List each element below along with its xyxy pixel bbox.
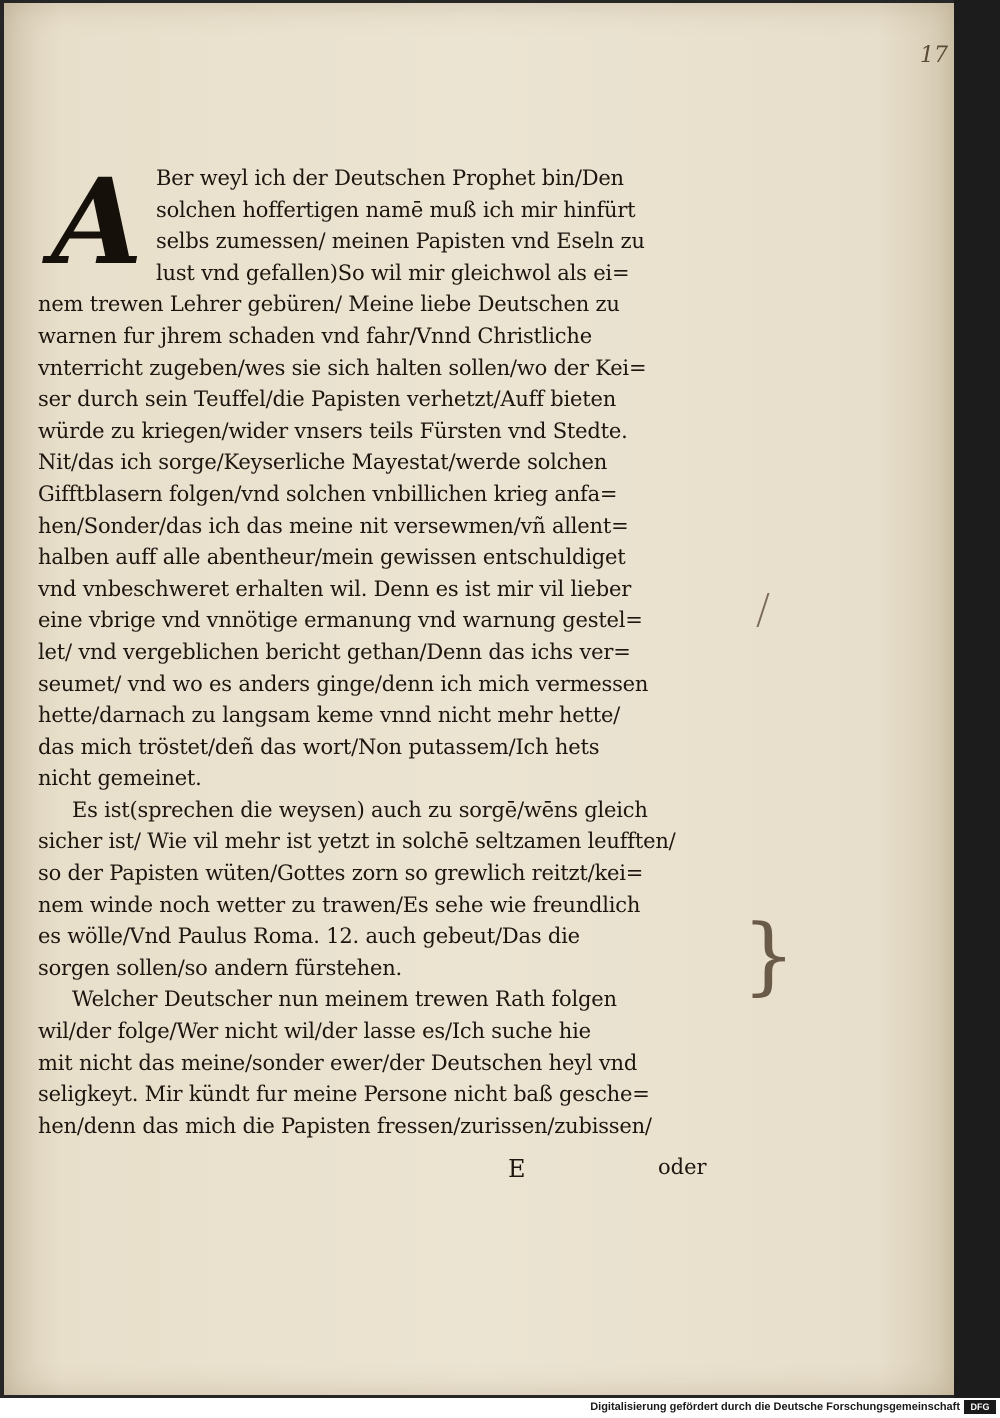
text-line: selbs zumessen/ meinen Papisten vnd Eseln zu (156, 229, 645, 254)
text-line: Es ist(sprechen die weysen) auch zu sorgē/wēns gleich (72, 797, 648, 822)
funding-credit: Digitalisierung gefördert durch die Deutsche Forschungsgemeinschaft (590, 1401, 960, 1413)
text-line: lust vnd gefallen)So wil mir gleichwol als ei= (156, 260, 630, 285)
text-line: hette/darnach zu langsam keme vnnd nicht mehr hette/ (38, 703, 621, 728)
text-line: vnd vnbeschweret erhalten wil. Denn es ist mir vil lieber (38, 576, 632, 601)
text-line: Nit/das ich sorge/Keyserliche Mayestat/werde solchen (38, 450, 608, 475)
text-line: es wölle/Vnd Paulus Roma. 12. auch gebeut/Das die (38, 924, 580, 949)
text-line: wil/der folge/Wer nicht wil/der lasse es/Ich suche hie (38, 1019, 591, 1044)
text-line: sicher ist/ Wie vil mehr ist yetzt in solchē seltzamen leufften/ (38, 829, 676, 854)
text-line: Ber weyl ich der Deutschen Prophet bin/Den (156, 166, 624, 190)
text-line: vnterricht zugeben/wes sie sich halten sollen/wo der Kei= (38, 355, 647, 380)
text-line: mit nicht das meine/sonder ewer/der Deutschen heyl vnd (38, 1050, 638, 1075)
margin-brace: } (742, 906, 796, 1004)
text-line: hen/denn das mich die Papisten fressen/zurissen/zubissen/ (38, 1113, 652, 1138)
text-line: hen/Sonder/das ich das meine nit versewmen/vñ allent= (38, 513, 629, 538)
text-line: ser durch sein Teuffel/die Papisten verhetzt/Auff bieten (38, 387, 617, 412)
book-page (4, 3, 954, 1395)
text-line: solchen hoffertigen namē muß ich mir hinfürt (156, 197, 636, 222)
text-line: seumet/ vnd wo es anders ginge/denn ich mich vermessen (38, 671, 649, 696)
margin-mark (746, 593, 769, 627)
text-line: halben auff alle abentheur/mein gewissen entschuldiget (38, 545, 626, 570)
catchword: oder (658, 1155, 707, 1179)
decorated-initial: A (51, 152, 143, 291)
text-line: Welcher Deutscher nun meinem trewen Rath folgen (72, 987, 617, 1012)
text-line: Gifftblasern folgen/vnd solchen vnbillichen krieg anfa= (38, 481, 618, 506)
text-line: nem trewen Lehrer gebüren/ Meine liebe Deutschen zu (38, 292, 620, 317)
text-line: nem winde noch wetter zu trawen/Es sehe wie freundlich (38, 892, 641, 917)
text-block (38, 152, 738, 1142)
signature-mark: E (508, 1155, 526, 1183)
catchword-row (38, 1155, 738, 1189)
folio-number: 17 (920, 43, 948, 68)
text-line: würde zu kriegen/wider vnsers teils Fürsten vnd Stedte. (38, 418, 628, 443)
text-line: sorgen sollen/so andern fürstehen. (38, 955, 402, 980)
page-edge (954, 0, 1000, 1398)
text-line: eine vbrige vnd vnnötige ermanung vnd warnung gestel= (38, 608, 643, 633)
text-lines (38, 152, 738, 1142)
text-line: das mich tröstet/deñ das wort/Non putassem/Ich hets (38, 734, 600, 759)
text-line: so der Papisten wüten/Gottes zorn so grewlich reitzt/kei= (38, 861, 644, 886)
text-line: seligkeyt. Mir kündt fur meine Persone nicht baß gesche= (38, 1082, 650, 1107)
footer-bar (0, 1398, 1000, 1418)
text-line: let/ vnd vergeblichen bericht gethan/Denn das ichs ver= (38, 639, 631, 664)
dfg-logo: DFG (964, 1400, 996, 1414)
text-line: warnen fur jhrem schaden vnd fahr/Vnnd Christliche (38, 323, 592, 348)
text-line: nicht gemeinet. (38, 766, 202, 791)
